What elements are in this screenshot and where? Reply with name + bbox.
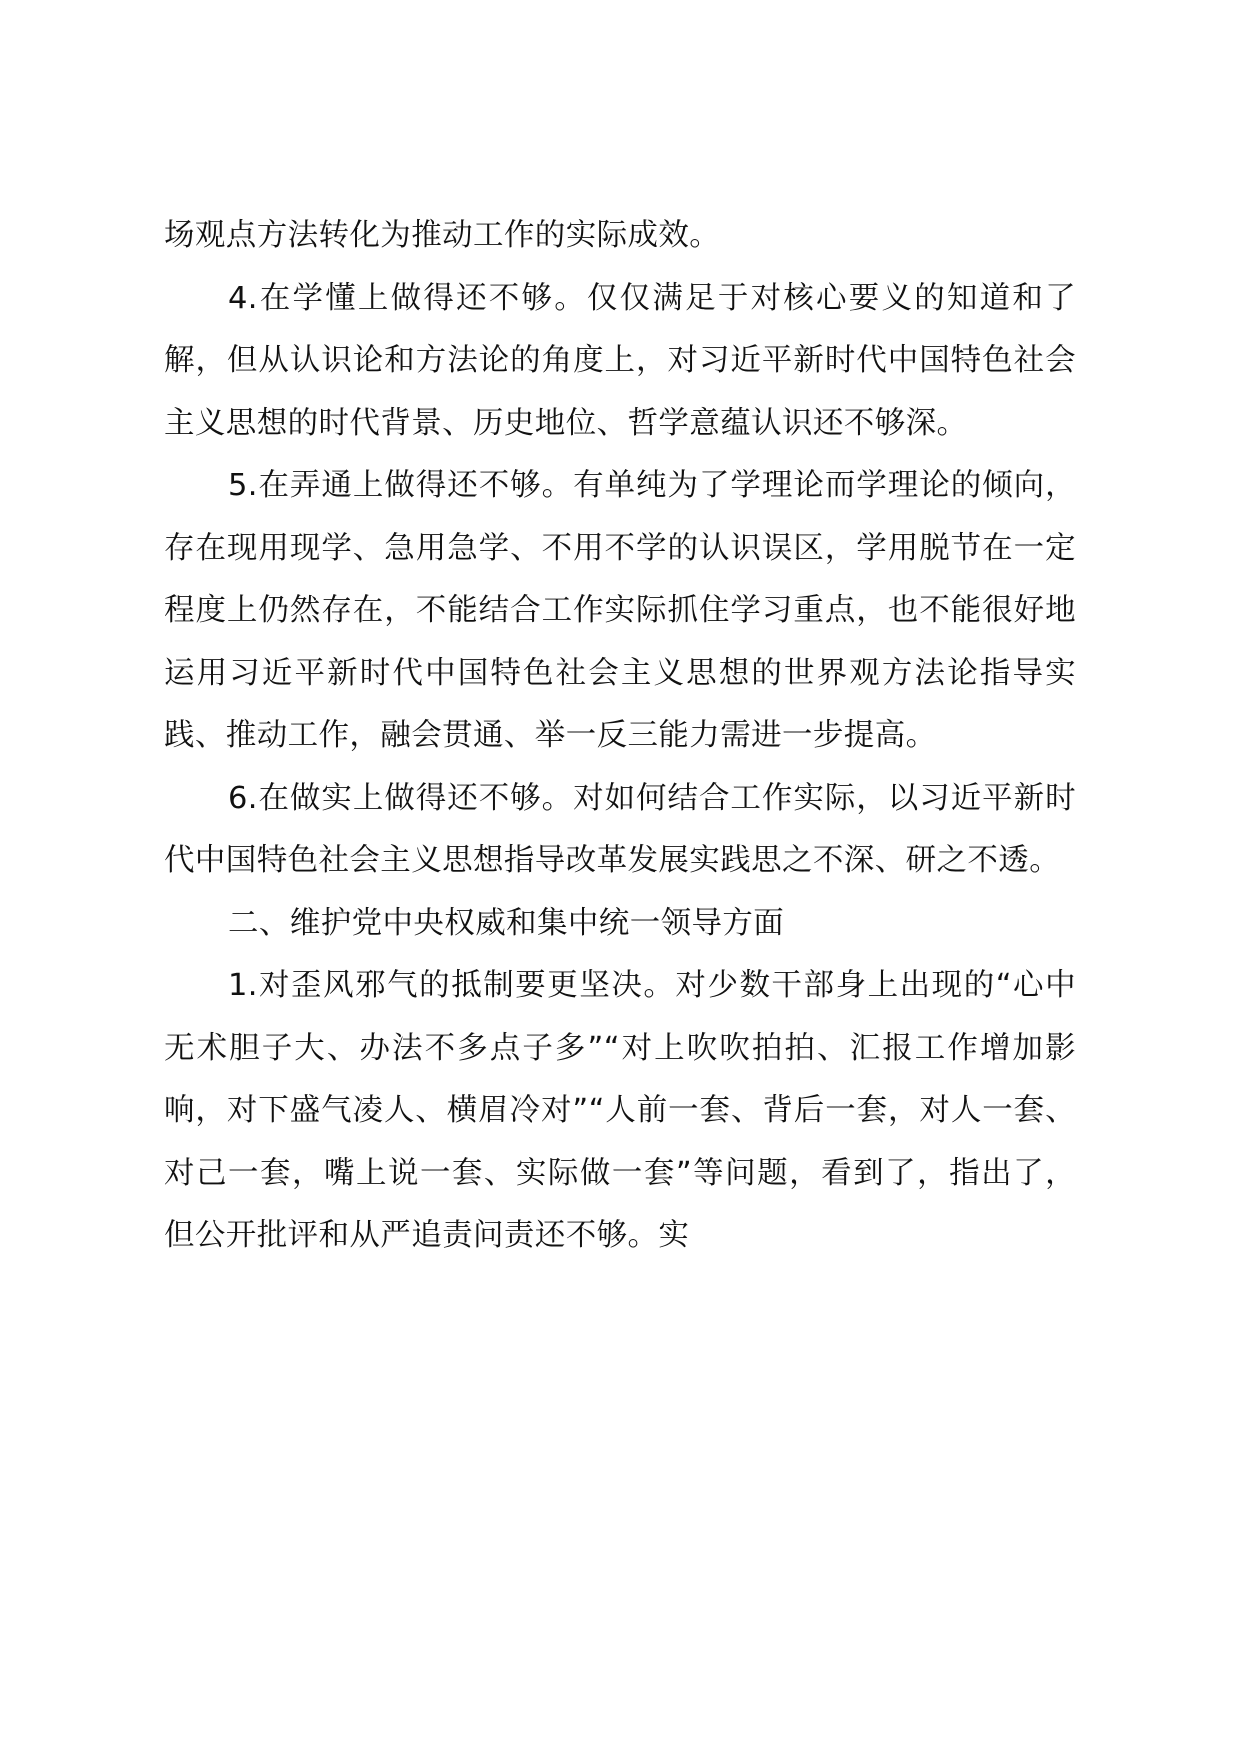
paragraph-item-6: 6.在做实上做得还不够。对如何结合工作实际，以习近平新时代中国特色社会主义思想指导改革发展实践思之不深、研之不透。	[164, 780, 1076, 878]
document-body	[164, 205, 1076, 1268]
paragraph-item-1: 1.对歪风邪气的抵制要更坚决。对少数干部身上出现的“心中无术胆子大、办法不多点子多”“对上吹吹拍拍、汇报工作增加影响，对下盛气凌人、横眉冷对”“人前一套、背后一套，对人一套、对己一套，嘴上说一套、实际做一套”等问题，看到了，指出了，但公开批评和从严追责问责还不够。实	[164, 968, 1076, 1253]
paragraph-continuation: 场观点方法转化为推动工作的实际成效。	[164, 218, 721, 253]
section-heading: 二、维护党中央权威和集中统一领导方面	[228, 905, 785, 941]
paragraph-item-5: 5.在弄通上做得还不够。有单纯为了学理论而学理论的倾向，存在现用现学、急用急学、不用不学的认识误区，学用脱节在一定程度上仍然存在，不能结合工作实际抓住学习重点，也不能很好地运用习近平新时代中国特色社会主义思想的世界观方法论指导实践、推动工作，融会贯通、举一反三能力需进一步提高。	[164, 468, 1076, 753]
paragraph-item-4: 4.在学懂上做得还不够。仅仅满足于对核心要义的知道和了解，但从认识论和方法论的角度上，对习近平新时代中国特色社会主义思想的时代背景、历史地位、哲学意蕴认识还不够深。	[164, 280, 1076, 441]
